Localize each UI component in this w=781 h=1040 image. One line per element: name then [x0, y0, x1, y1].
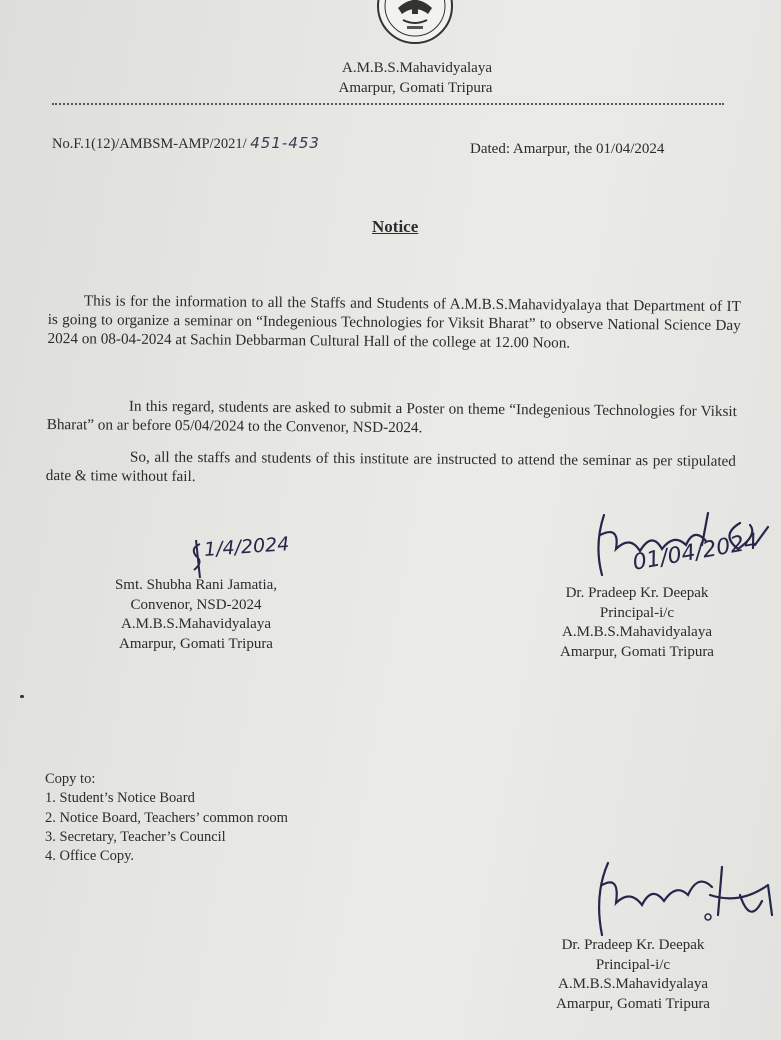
- copy-to-item: 1. Student’s Notice Board: [45, 790, 195, 807]
- copy-to-list: [45, 789, 288, 866]
- reference-prefix: No.F.1(12)/AMBSM-AMP/2021/: [52, 136, 247, 152]
- header-divider: [52, 103, 724, 105]
- reference-number: [52, 134, 320, 153]
- copy-to-section: [45, 770, 288, 866]
- convenor-block: [98, 576, 294, 654]
- copy-to-item: 3. Secretary, Teacher’s Council: [45, 828, 226, 845]
- convenor-signature-date: 1/4/2024: [203, 533, 291, 561]
- copy-to-item: 4. Office Copy.: [45, 848, 134, 865]
- ink-mark: [20, 695, 24, 698]
- handwritten-reference-number: 451-453: [250, 134, 320, 152]
- notice-paragraph-3: So, all the staffs and students of this institute are instructed to attend the seminar as per stipulated date & time without fail.: [45, 448, 736, 486]
- principal-block: [548, 584, 726, 662]
- principal-copy-designation: Principal-i/c: [595, 956, 671, 973]
- notice-title: Notice: [372, 217, 419, 236]
- principal-signature-date: 01/04/2024: [630, 529, 761, 576]
- principal-address: Amarpur, Gomati Tripura: [560, 643, 714, 660]
- copy-to-heading: Copy to:: [45, 771, 96, 787]
- principal-copy-signature: [590, 855, 775, 940]
- institution-name: A.M.B.S.Mahavidyalaya: [342, 60, 492, 76]
- copy-to-item: 2. Notice Board, Teachers’ common room: [45, 809, 288, 826]
- principal-copy-address: Amarpur, Gomati Tripura: [556, 995, 710, 1012]
- notice-date: Dated: Amarpur, the 01/04/2024: [470, 141, 665, 157]
- convenor-designation: Convenor, NSD-2024: [130, 596, 262, 613]
- convenor-name: Smt. Shubha Rani Jamatia,: [114, 577, 278, 593]
- principal-institution: A.M.B.S.Mahavidyalaya: [562, 624, 712, 640]
- convenor-address: Amarpur, Gomati Tripura: [119, 635, 273, 652]
- convenor-institution: A.M.B.S.Mahavidyalaya: [121, 616, 271, 632]
- principal-copy-institution: A.M.B.S.Mahavidyalaya: [558, 976, 708, 992]
- principal-designation: Principal-i/c: [599, 604, 675, 621]
- notice-paragraph-2: In this regard, students are asked to submit a Poster on theme “Indegenious Technologies for Viksit Bharat” on ar before 05/04/2024 to the Convenor, NSD-2024.: [46, 397, 737, 437]
- principal-name: Dr. Pradeep Kr. Deepak: [565, 585, 709, 601]
- notice-paragraph-1: This is for the information to all the Staffs and Students of A.M.B.S.Mahavidyalaya that Department of IT is going to organize a seminar on “Indegenious Technologies for Viksit Bharat” to observe National Science Day 2024 on 08-04-2024 at Sachin Debbarman Cultural Hall of the college at 12.00 Noon.: [47, 292, 741, 352]
- principal-copy-block: [543, 936, 723, 1014]
- institution-address: Amarpur, Gomati Tripura: [338, 80, 493, 96]
- college-emblem-icon: [376, 0, 454, 46]
- principal-copy-name: Dr. Pradeep Kr. Deepak: [561, 937, 705, 953]
